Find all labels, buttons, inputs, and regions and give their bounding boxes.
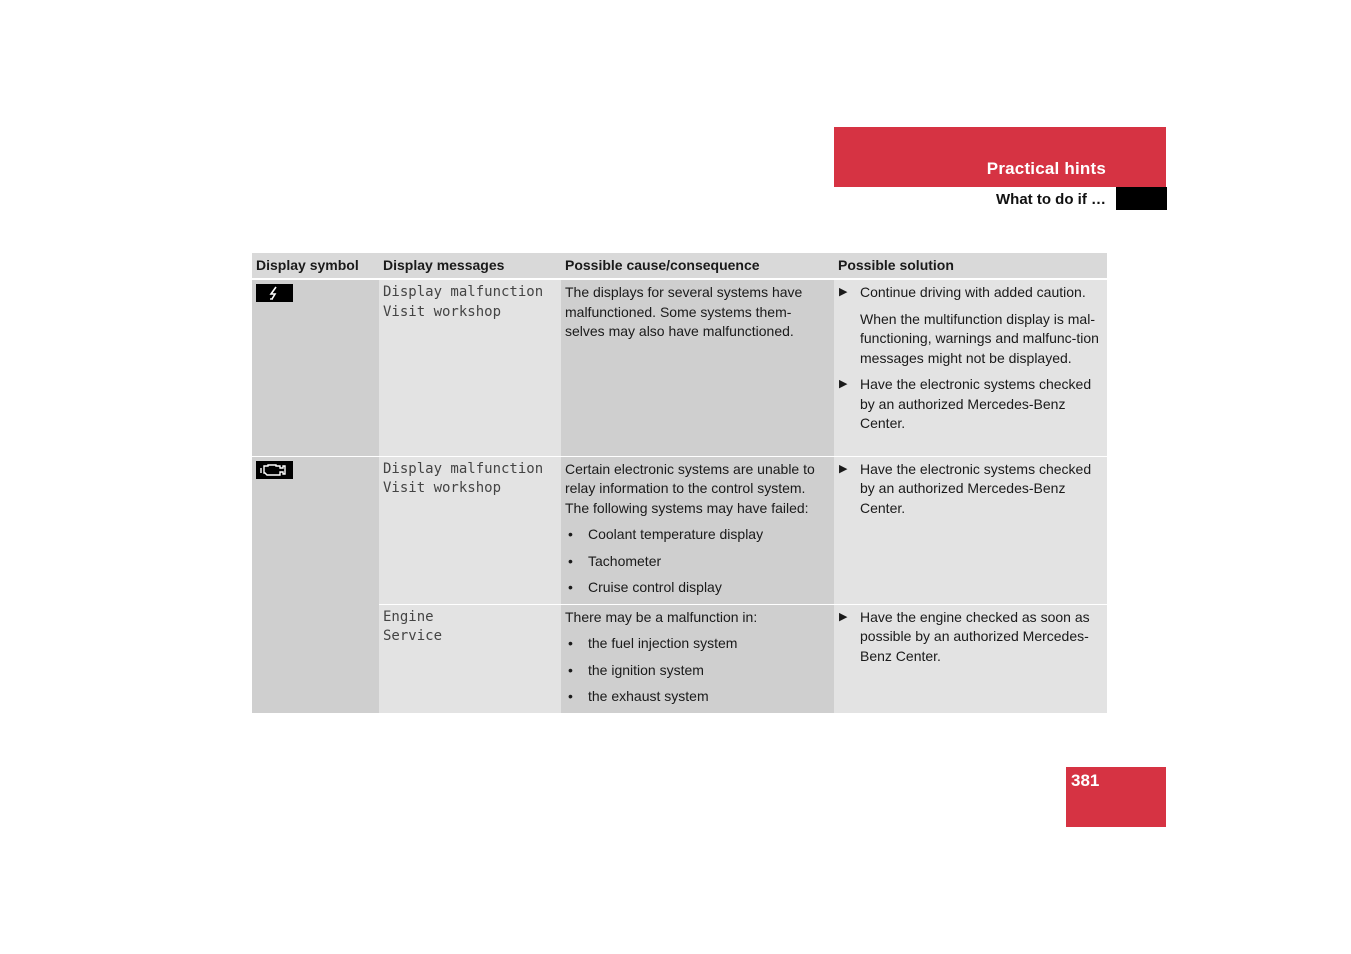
display-message-line: Visit workshop	[383, 303, 502, 320]
solution-cell	[834, 604, 1107, 713]
page-number-box	[1066, 767, 1166, 827]
symbol-cell	[252, 456, 379, 713]
solution-cell	[834, 456, 1107, 604]
messages-cell	[379, 456, 561, 604]
cause-list-item: • the exhaust system	[565, 687, 830, 707]
solution-cell	[834, 279, 1107, 456]
col-header-solution: Possible solution	[834, 253, 1107, 279]
cause-cell	[561, 279, 834, 456]
solution-note: When the multifunction display is mal-functioning, warnings and malfunc-tion messages might not be displayed.	[860, 310, 1099, 366]
cause-list-item: • Coolant temperature display	[565, 525, 830, 545]
display-message-line: Engine	[383, 608, 434, 625]
arrow-bullet-icon: ▶	[839, 610, 848, 623]
table-row	[252, 456, 1107, 604]
electrical-fault-icon	[256, 284, 293, 302]
cause-text: Certain electronic systems are unable to relay information to the control system. The following systems may have failed:	[565, 460, 815, 516]
table-row	[252, 604, 1107, 713]
messages-cell	[379, 279, 561, 456]
display-messages-table	[252, 253, 1107, 713]
cause-list-item: • Tachometer	[565, 552, 830, 572]
display-message-line: Visit workshop	[383, 480, 502, 496]
cause-text: There may be a malfunction in:	[565, 608, 758, 625]
section-title: Practical hints	[986, 159, 1106, 178]
display-message-line: Display malfunction	[383, 284, 544, 300]
col-header-symbol: Display symbol	[252, 253, 379, 279]
cause-list-item: • the fuel injection system	[565, 634, 830, 654]
subsection-title: What to do if …	[996, 191, 1106, 208]
section-header-bar	[834, 127, 1166, 187]
solution-step: ▶ Have the electronic systems checked by an authorized Mercedes-Benz Center.	[839, 376, 1092, 431]
cause-text: The displays for several systems have malfunctioned. Some systems them-selves may also have malfunctioned.	[565, 284, 803, 339]
display-message-line: Display malfunction	[383, 460, 544, 477]
table-header-row	[252, 253, 1107, 279]
solution-step: ▶ Have the engine checked as soon as possible by an authorized Mercedes-Benz Center.	[839, 608, 1090, 664]
table-row	[252, 279, 1107, 456]
arrow-bullet-icon: ▶	[839, 286, 848, 298]
messages-cell	[379, 604, 561, 713]
arrow-bullet-icon: ▶	[839, 378, 848, 390]
col-header-messages: Display messages	[379, 253, 561, 279]
col-header-cause: Possible cause/consequence	[561, 253, 834, 279]
cause-cell	[561, 456, 834, 604]
solution-step: ▶ Continue driving with added caution. When the multifunction display is mal-functioning, warnings and malfunc-tion messages might not be displayed.	[838, 283, 1103, 368]
cause-cell	[561, 604, 834, 713]
page-number: 381	[1071, 771, 1100, 790]
check-engine-icon	[256, 461, 293, 479]
display-message-line: Service	[383, 628, 443, 644]
arrow-bullet-icon: ▶	[839, 462, 848, 475]
cause-list-item: • Cruise control display	[565, 578, 830, 598]
symbol-cell	[252, 279, 379, 456]
section-tab-marker	[1116, 187, 1167, 210]
solution-step: ▶ Have the electronic systems checked by an authorized Mercedes-Benz Center.	[839, 460, 1092, 516]
cause-list-item: • the ignition system	[565, 661, 830, 681]
